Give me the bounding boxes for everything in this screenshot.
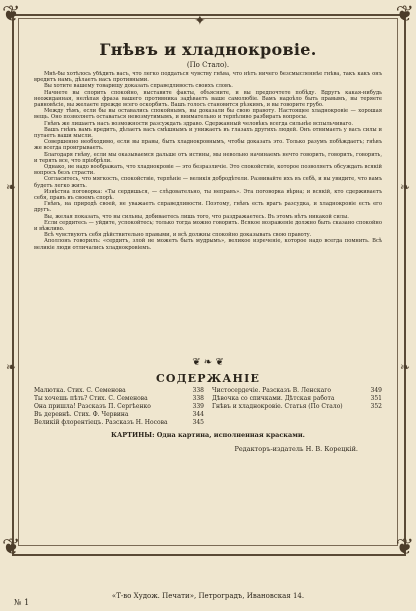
side-ornament-icon: ❧ — [6, 180, 17, 194]
top-ornament-icon: ✦ — [194, 13, 206, 29]
paragraph: Благодаря гнѣву, если мы оказываемся дальше отъ истины, мы невольно начинаемъ нечто говорить, говорить, говорить, и терять все, что пріобрѣли. — [34, 151, 382, 164]
article-body — [34, 71, 382, 355]
toc-row[interactable] — [212, 395, 382, 403]
table-of-contents — [34, 387, 382, 427]
toc-item-title: Великій флорентіецъ. Разсказъ Н. Носова — [34, 419, 168, 426]
toc-item-title: Гнѣвъ и хладнокровіе. Статья (По Стало) — [212, 403, 343, 410]
toc-row[interactable] — [34, 395, 204, 403]
toc-row[interactable] — [34, 419, 204, 427]
page-content — [34, 36, 382, 542]
page-number: № 1 — [14, 598, 30, 607]
paragraph: Однако, не надо воображать, что хладнокровіе — это безразличіе. Это спокойствіе, которое позволяетъ обсуждать всякій вопросъ безъ страсти. — [34, 164, 382, 177]
toc-item-title: Она пришла! Разсказъ П. Сергѣенко — [34, 403, 151, 410]
paragraph: Вашъ гнѣвъ вамъ вредитъ, дѣлаетъ васъ смѣшнымъ и унижаетъ въ глазахъ другихъ людей. Онъ отнимаетъ у васъ силы и путаетъ ваши мысли. — [34, 126, 382, 140]
paragraph: Начнете вы спорить спокойно, выставите факты, объясните, и вы предпочтете побѣду. Вдругъ какая-нибудь неожиданная, нелѣпая фраза вашего противника задѣваетъ ваше самолюбіе. Вамъ надоѣло быть правымъ, вы теряете равновѣсіе, вы желаете прежде всего оскорбить. Вашъ голосъ становится рѣзкимъ, и вы говорите грубо. — [34, 89, 382, 109]
toc-row[interactable] — [34, 411, 204, 419]
article-title: Гнѣвъ и хладнокровіе. — [99, 40, 317, 59]
printer-footer: «Т-во Худож. Печати», Петроградъ, Ивановская 14. — [111, 592, 305, 600]
paragraph: Вы, желая показать, что вы сильны, добиваетесь лишь того, что раздражаетесь. Въ этомъ нѣтъ никакой силы. — [44, 213, 349, 220]
toc-row[interactable] — [212, 387, 382, 395]
toc-item-title: Малютка. Стих. С. Семенова — [34, 387, 126, 394]
toc-item-page: 345 — [192, 419, 204, 426]
toc-item-title: Чистосердечіе. Разсказъ В. Ленскаго — [212, 387, 331, 394]
toc-title: СОДЕРЖАНІЕ — [155, 372, 261, 385]
toc-item-title: Дѣвочка со спичками. Дѣтская работа — [212, 395, 335, 402]
paragraph: Всѣ чувствуютъ себя дѣйствительно правыми, и всѣ должны спокойно доказывать свою правоту. — [44, 232, 312, 239]
toc-item-title: Ты хочешь пѣть? Стих. С. Семенова — [34, 395, 148, 402]
toc-left-column — [34, 387, 204, 427]
toc-item-page: 339 — [192, 403, 204, 410]
toc-row[interactable] — [212, 403, 382, 411]
toc-item-page: 351 — [370, 395, 382, 402]
side-ornament-icon: ❧ — [399, 180, 410, 194]
toc-row[interactable] — [34, 403, 204, 411]
corner-ornament-icon: ❦ — [395, 2, 414, 27]
toc-item-page: 349 — [370, 387, 382, 394]
paragraph: Извѣстна поговорка: «Ты сердишься, — слѣдовательно, ты неправъ». Эта поговорка вѣрна; и всякій, кто сдерживаетъ себя, правъ въ своемъ спорѣ. — [34, 188, 382, 202]
toc-item-page: 344 — [192, 411, 204, 418]
corner-ornament-icon: ❦ — [2, 2, 21, 27]
paragraph: Между тѣмъ, если бы вы оставались спокойнымъ, вы доказали бы свою правоту. Настоящее хладнокровіе — хорошая вещь. Оно позволяетъ оставаться невозмутимымъ, и внимательно и терпѣливо разбирать вопросы. — [34, 108, 382, 121]
paragraph: Аполлонъ говорилъ: «сердитъ, злой не можетъ быть мудрымъ», великое изреченіе, которое надо всегда помнить. Всѣ великіе люди отличались хладнокровіемъ. — [34, 238, 382, 251]
toc-item-page: 352 — [370, 403, 382, 410]
toc-item-page: 338 — [192, 387, 204, 394]
toc-right-column — [212, 387, 382, 427]
pictures-note: КАРТИНЫ: Одна картина, исполненная красками. — [111, 431, 305, 439]
side-ornament-icon: ❧ — [6, 360, 17, 374]
side-ornament-icon: ❧ — [399, 360, 410, 374]
editor-line: Редакторъ-издатель Н. В. Корецкій. — [234, 445, 358, 453]
corner-ornament-icon: ❦ — [2, 535, 21, 560]
toc-row[interactable] — [34, 387, 204, 395]
toc-item-page: 338 — [192, 395, 204, 402]
paragraph: Совершенно необходимо, если вы правы, быть хладнокровнымъ, чтобы доказать это. Только разумъ побѣждаетъ; гнѣвъ же всегда проигрываетъ. — [34, 139, 382, 152]
paragraph: Согласитесь, что мягкость, спокойствіе, терпѣніе — великія добродѣтели. Развивайте ихъ въ себѣ, и вы увидите, что вамъ будетъ легко жить. — [34, 176, 382, 189]
paragraph: Если сердитесь — уйдите, успокойтесь; только тогда можно говорить. Всякое возраженіе должно быть сказано спокойно и вѣжливо. — [34, 219, 382, 233]
paragraph: Гнѣвъ, на природѣ своей, не уважаетъ справедливости. Поэтому, гнѣвъ есть врагъ разсудка, и хладнокровіе есть его другъ. — [34, 201, 382, 214]
section-divider-icon: ❦ ❧ ❦ — [192, 357, 224, 368]
paragraph: Гнѣвъ же лишаетъ насъ возможности разсуждать здраво. Сдержанный человѣкъ всегда сильнѣе вспыльчиваго. — [44, 120, 353, 127]
paragraph: Мнѣ-бы хотѣлось убѣдить васъ, что легко поддаться чувству гнѣва, что нѣтъ ничего безсмысленнѣе гнѣва, такъ какъ онъ вредитъ намъ, дѣлаетъ насъ противными. — [34, 71, 382, 84]
toc-item-title: Въ деревнѣ. Стих. Ф. Червина — [34, 411, 129, 418]
article-subtitle: (По Стало). — [186, 61, 230, 69]
corner-ornament-icon: ❦ — [395, 535, 414, 560]
paragraph: Вы хотите вашему товарищу доказать справедливость своихъ словъ. — [44, 83, 233, 90]
